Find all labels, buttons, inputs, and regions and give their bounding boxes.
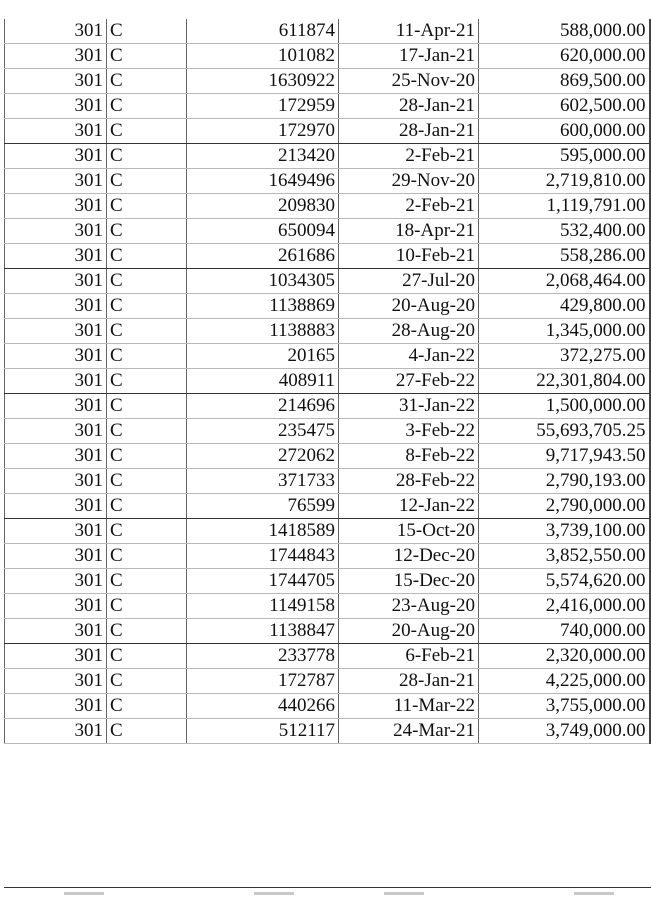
cell-code[interactable]: 301 <box>5 169 107 194</box>
table-row[interactable] <box>5 119 650 144</box>
cell-type[interactable]: C <box>107 169 187 194</box>
cell-amount[interactable]: 22,301,804.00 <box>479 369 650 394</box>
cell-date[interactable]: 2-Feb-21 <box>339 144 479 169</box>
cell-number[interactable]: 235475 <box>187 419 339 444</box>
cell-amount[interactable]: 55,693,705.25 <box>479 419 650 444</box>
cell-code[interactable]: 301 <box>5 719 107 744</box>
cell-code[interactable]: 301 <box>5 44 107 69</box>
cell-amount[interactable]: 9,717,943.50 <box>479 444 650 469</box>
table-row[interactable] <box>5 269 650 294</box>
cell-amount[interactable]: 1,345,000.00 <box>479 319 650 344</box>
cell-amount[interactable]: 3,749,000.00 <box>479 719 650 744</box>
cell-type[interactable]: C <box>107 119 187 144</box>
cell-amount[interactable]: 558,286.00 <box>479 244 650 269</box>
table-row[interactable] <box>5 619 650 644</box>
cell-number[interactable]: 172787 <box>187 669 339 694</box>
cell-date[interactable]: 28-Feb-22 <box>339 469 479 494</box>
cell-number[interactable]: 214696 <box>187 394 339 419</box>
table-row[interactable] <box>5 644 650 669</box>
cell-amount[interactable]: 588,000.00 <box>479 19 650 44</box>
cell-amount[interactable]: 595,000.00 <box>479 144 650 169</box>
cell-number[interactable]: 1418589 <box>187 519 339 544</box>
cell-date[interactable]: 27-Feb-22 <box>339 369 479 394</box>
cell-date[interactable]: 11-Mar-22 <box>339 694 479 719</box>
table-row[interactable] <box>5 694 650 719</box>
table-row[interactable] <box>5 444 650 469</box>
cell-number[interactable]: 1138883 <box>187 319 339 344</box>
cell-code[interactable]: 301 <box>5 194 107 219</box>
table-row[interactable] <box>5 319 650 344</box>
cell-type[interactable]: C <box>107 294 187 319</box>
cell-date[interactable]: 27-Jul-20 <box>339 269 479 294</box>
cell-type[interactable]: C <box>107 194 187 219</box>
cell-type[interactable]: C <box>107 319 187 344</box>
cell-type[interactable]: C <box>107 69 187 94</box>
table-row[interactable] <box>5 719 650 744</box>
cell-number[interactable]: 272062 <box>187 444 339 469</box>
cell-date[interactable]: 20-Aug-20 <box>339 619 479 644</box>
cell-number[interactable]: 512117 <box>187 719 339 744</box>
cell-code[interactable]: 301 <box>5 569 107 594</box>
cell-date[interactable]: 12-Dec-20 <box>339 544 479 569</box>
cut-row-fragment <box>384 892 424 895</box>
partially-visible-row <box>4 887 651 900</box>
cell-number[interactable]: 172959 <box>187 94 339 119</box>
cell-type[interactable]: C <box>107 544 187 569</box>
cell-date[interactable]: 24-Mar-21 <box>339 719 479 744</box>
cell-type[interactable]: C <box>107 244 187 269</box>
cell-type[interactable]: C <box>107 94 187 119</box>
cell-date[interactable]: 28-Aug-20 <box>339 319 479 344</box>
cell-date[interactable]: 28-Jan-21 <box>339 94 479 119</box>
cell-date[interactable]: 8-Feb-22 <box>339 444 479 469</box>
cell-type[interactable]: C <box>107 219 187 244</box>
cell-date[interactable]: 20-Aug-20 <box>339 294 479 319</box>
cell-code[interactable]: 301 <box>5 69 107 94</box>
cell-amount[interactable]: 602,500.00 <box>479 94 650 119</box>
cut-row-fragment <box>254 892 294 895</box>
cell-code[interactable]: 301 <box>5 144 107 169</box>
cell-date[interactable]: 2-Feb-21 <box>339 194 479 219</box>
cell-amount[interactable]: 620,000.00 <box>479 44 650 69</box>
cell-amount[interactable]: 429,800.00 <box>479 294 650 319</box>
cell-number[interactable]: 261686 <box>187 244 339 269</box>
cell-amount[interactable]: 2,719,810.00 <box>479 169 650 194</box>
cell-date[interactable]: 31-Jan-22 <box>339 394 479 419</box>
cell-number[interactable]: 76599 <box>187 494 339 519</box>
cell-amount[interactable]: 3,739,100.00 <box>479 519 650 544</box>
cell-date[interactable]: 3-Feb-22 <box>339 419 479 444</box>
cell-type[interactable]: C <box>107 719 187 744</box>
cell-code[interactable]: 301 <box>5 219 107 244</box>
cut-row-fragment <box>64 892 104 895</box>
cell-amount[interactable]: 2,320,000.00 <box>479 644 650 669</box>
cell-type[interactable]: C <box>107 694 187 719</box>
cell-amount[interactable]: 2,068,464.00 <box>479 269 650 294</box>
cell-number[interactable]: 1149158 <box>187 594 339 619</box>
data-table <box>4 19 651 744</box>
cell-code[interactable]: 301 <box>5 519 107 544</box>
cell-code[interactable]: 301 <box>5 544 107 569</box>
cell-code[interactable]: 301 <box>5 469 107 494</box>
table-row[interactable] <box>5 94 650 119</box>
table-row[interactable] <box>5 519 650 544</box>
cell-date[interactable]: 28-Jan-21 <box>339 669 479 694</box>
cell-number[interactable]: 1649496 <box>187 169 339 194</box>
table-row[interactable] <box>5 394 650 419</box>
cell-number[interactable]: 650094 <box>187 219 339 244</box>
cell-code[interactable]: 301 <box>5 94 107 119</box>
cell-type[interactable]: C <box>107 619 187 644</box>
cell-code[interactable]: 301 <box>5 419 107 444</box>
cell-date[interactable]: 10-Feb-21 <box>339 244 479 269</box>
cut-off-header-strip <box>0 0 651 12</box>
cell-number[interactable]: 1744705 <box>187 569 339 594</box>
cell-code[interactable]: 301 <box>5 269 107 294</box>
cell-amount[interactable]: 1,500,000.00 <box>479 394 650 419</box>
cell-date[interactable]: 15-Dec-20 <box>339 569 479 594</box>
cell-amount[interactable]: 740,000.00 <box>479 619 650 644</box>
table-row[interactable] <box>5 219 650 244</box>
cell-type[interactable]: C <box>107 444 187 469</box>
cell-code[interactable]: 301 <box>5 19 107 44</box>
cell-code[interactable]: 301 <box>5 669 107 694</box>
cell-amount[interactable]: 869,500.00 <box>479 69 650 94</box>
cell-amount[interactable]: 2,416,000.00 <box>479 594 650 619</box>
cell-number[interactable]: 1630922 <box>187 69 339 94</box>
cell-number[interactable]: 209830 <box>187 194 339 219</box>
cell-number[interactable]: 1744843 <box>187 544 339 569</box>
cell-code[interactable]: 301 <box>5 619 107 644</box>
table-row[interactable] <box>5 569 650 594</box>
table-row[interactable] <box>5 244 650 269</box>
cell-amount[interactable]: 1,119,791.00 <box>479 194 650 219</box>
cell-code[interactable]: 301 <box>5 294 107 319</box>
cell-type[interactable]: C <box>107 369 187 394</box>
cell-number[interactable]: 101082 <box>187 44 339 69</box>
table-row[interactable] <box>5 494 650 519</box>
cell-type[interactable]: C <box>107 344 187 369</box>
table-row[interactable] <box>5 369 650 394</box>
table-row[interactable] <box>5 669 650 694</box>
cell-code[interactable]: 301 <box>5 119 107 144</box>
cell-date[interactable]: 6-Feb-21 <box>339 644 479 669</box>
cell-amount[interactable]: 5,574,620.00 <box>479 569 650 594</box>
cell-type[interactable]: C <box>107 569 187 594</box>
table-row[interactable] <box>5 44 650 69</box>
cell-type[interactable]: C <box>107 644 187 669</box>
table-row[interactable] <box>5 194 650 219</box>
table-row[interactable] <box>5 19 650 44</box>
table-row[interactable] <box>5 469 650 494</box>
cell-amount[interactable]: 2,790,193.00 <box>479 469 650 494</box>
cell-date[interactable]: 23-Aug-20 <box>339 594 479 619</box>
cell-code[interactable]: 301 <box>5 444 107 469</box>
cell-code[interactable]: 301 <box>5 644 107 669</box>
table-row[interactable] <box>5 544 650 569</box>
cell-type[interactable]: C <box>107 469 187 494</box>
cell-number[interactable]: 213420 <box>187 144 339 169</box>
table-row[interactable] <box>5 69 650 94</box>
table-row[interactable] <box>5 294 650 319</box>
cell-number[interactable]: 440266 <box>187 694 339 719</box>
cell-type[interactable]: C <box>107 394 187 419</box>
cell-type[interactable]: C <box>107 594 187 619</box>
table-row[interactable] <box>5 169 650 194</box>
table-body <box>5 19 650 744</box>
cell-number[interactable]: 611874 <box>187 19 339 44</box>
cell-amount[interactable]: 532,400.00 <box>479 219 650 244</box>
cell-date[interactable]: 25-Nov-20 <box>339 69 479 94</box>
cell-number[interactable]: 172970 <box>187 119 339 144</box>
cell-date[interactable]: 17-Jan-21 <box>339 44 479 69</box>
cell-type[interactable]: C <box>107 44 187 69</box>
cell-code[interactable]: 301 <box>5 319 107 344</box>
table-row[interactable] <box>5 419 650 444</box>
cell-type[interactable]: C <box>107 419 187 444</box>
cell-code[interactable]: 301 <box>5 394 107 419</box>
cell-number[interactable]: 1034305 <box>187 269 339 294</box>
cell-date[interactable]: 12-Jan-22 <box>339 494 479 519</box>
cell-code[interactable]: 301 <box>5 694 107 719</box>
cell-date[interactable]: 11-Apr-21 <box>339 19 479 44</box>
cell-type[interactable]: C <box>107 144 187 169</box>
cell-date[interactable]: 29-Nov-20 <box>339 169 479 194</box>
cell-date[interactable]: 4-Jan-22 <box>339 344 479 369</box>
cell-amount[interactable]: 3,755,000.00 <box>479 694 650 719</box>
cell-number[interactable]: 233778 <box>187 644 339 669</box>
cell-date[interactable]: 15-Oct-20 <box>339 519 479 544</box>
cell-type[interactable]: C <box>107 669 187 694</box>
cell-code[interactable]: 301 <box>5 594 107 619</box>
cell-type[interactable]: C <box>107 519 187 544</box>
cell-number[interactable]: 371733 <box>187 469 339 494</box>
cell-code[interactable]: 301 <box>5 244 107 269</box>
cell-date[interactable]: 28-Jan-21 <box>339 119 479 144</box>
cell-code[interactable]: 301 <box>5 344 107 369</box>
cell-amount[interactable]: 600,000.00 <box>479 119 650 144</box>
cell-code[interactable]: 301 <box>5 494 107 519</box>
cell-type[interactable]: C <box>107 269 187 294</box>
cell-type[interactable]: C <box>107 494 187 519</box>
table-row[interactable] <box>5 344 650 369</box>
cell-number[interactable]: 408911 <box>187 369 339 394</box>
cell-type[interactable]: C <box>107 19 187 44</box>
cell-number[interactable]: 20165 <box>187 344 339 369</box>
cell-amount[interactable]: 3,852,550.00 <box>479 544 650 569</box>
cell-date[interactable]: 18-Apr-21 <box>339 219 479 244</box>
cell-code[interactable]: 301 <box>5 369 107 394</box>
cell-number[interactable]: 1138847 <box>187 619 339 644</box>
cell-number[interactable]: 1138869 <box>187 294 339 319</box>
cell-amount[interactable]: 4,225,000.00 <box>479 669 650 694</box>
table-row[interactable] <box>5 144 650 169</box>
cell-amount[interactable]: 372,275.00 <box>479 344 650 369</box>
cell-amount[interactable]: 2,790,000.00 <box>479 494 650 519</box>
cut-row-fragment <box>574 892 614 895</box>
table-row[interactable] <box>5 594 650 619</box>
